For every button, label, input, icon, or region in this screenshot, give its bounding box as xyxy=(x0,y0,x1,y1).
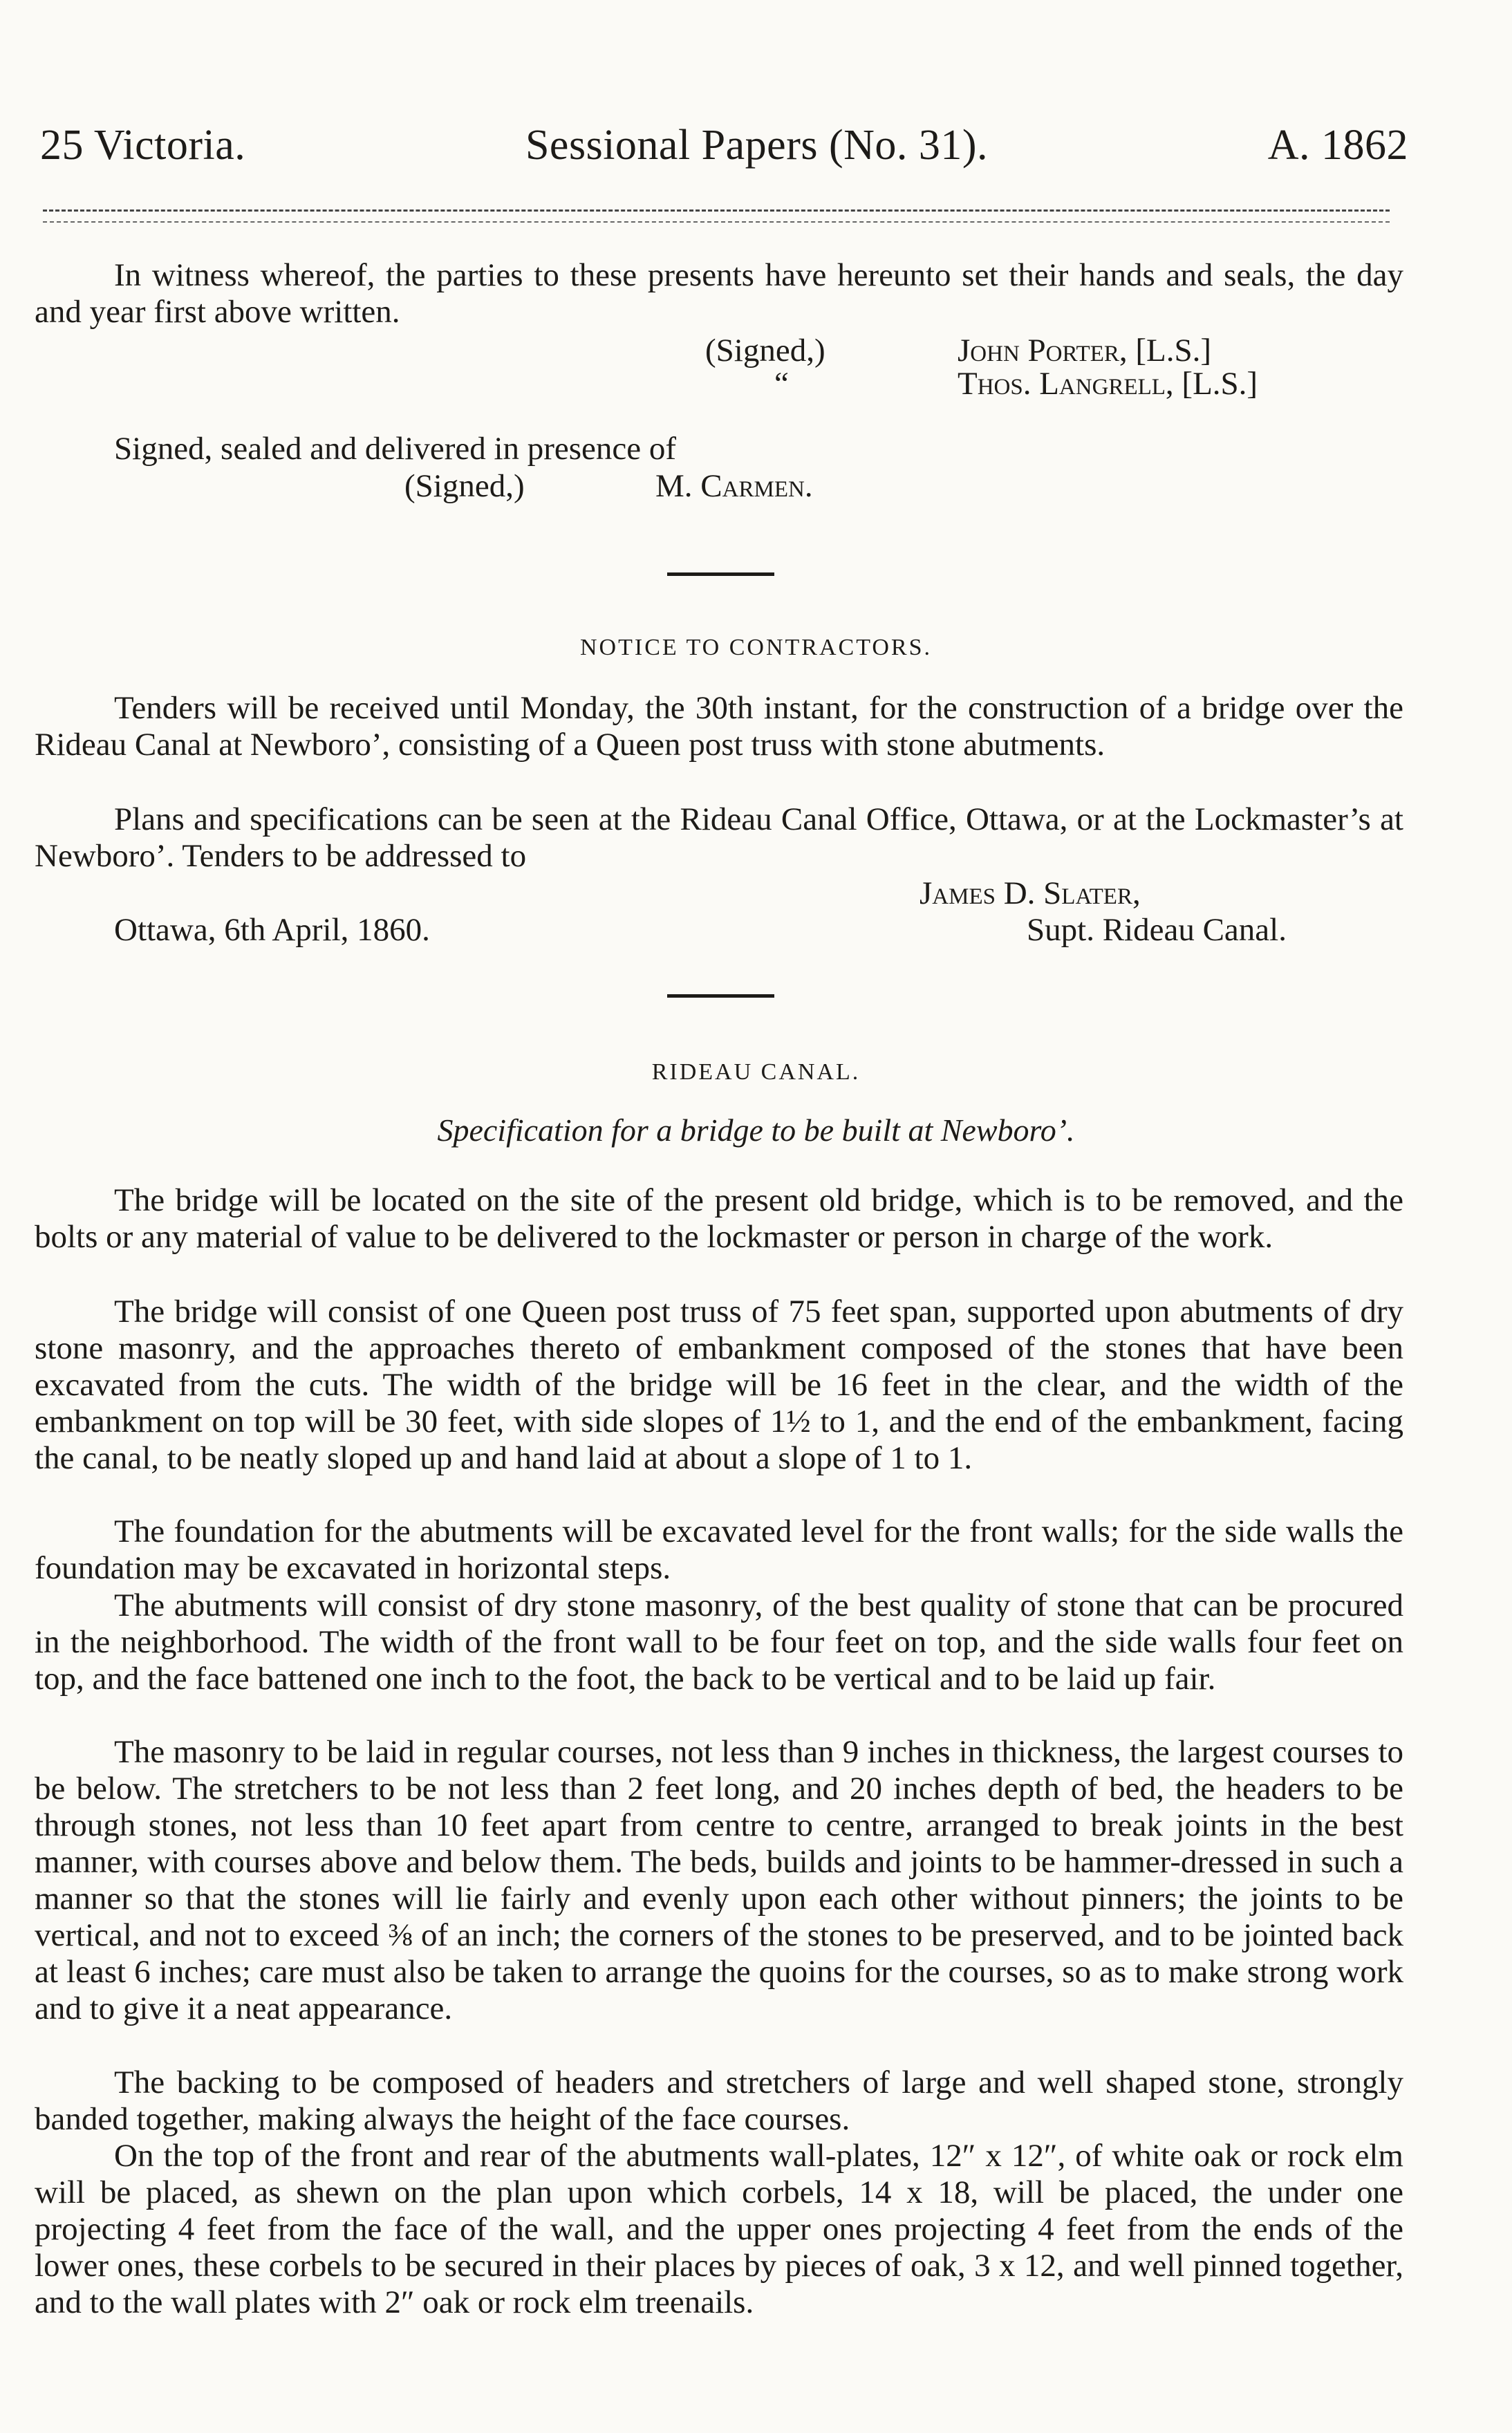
notice-heading: NOTICE TO CONTRACTORS. xyxy=(580,635,932,660)
header-year: A. 1862 xyxy=(1267,122,1408,169)
spec-paragraph: The foundation for the abutments will be excavated level for the front walls; for the side walls the foundation may be excavated in horizontal steps. xyxy=(35,1513,1403,1586)
spec-paragraph: The bridge will be located on the site of the present old bridge, which is to be removed, and the bolts or any material of value to be delivered to the lockmaster or person in charge of the work. xyxy=(35,1182,1403,1255)
witness-paragraph: In witness whereof, the parties to these presents have hereunto set their hands and seals, the day and year first above written. xyxy=(35,257,1403,330)
notice-signer-title: Supt. Rideau Canal. xyxy=(1027,912,1287,948)
signed-label: (Signed,) xyxy=(705,333,825,369)
spec-paragraph: The bridge will consist of one Queen post truss of 75 feet span, supported upon abutments of dry stone masonry, and the approaches thereto of embankment composed of the stones that have been excavated from the cuts. The width of the bridge will be 16 feet in the clear, and the width of the embankment on top will be 30 feet, with side slopes of 1½ to 1, and the end of the embankment, facing the canal, to be neatly sloped up and hand laid at about a slope of 1 to 1. xyxy=(35,1294,1403,1476)
spec-paragraph: The abutments will consist of dry stone masonry, of the best quality of stone that can be procured in the neighborhood. The width of the front wall to be four feet on top, and the side walls four feet on top, and the face battened one inch to the foot, the back to be vertical and to be laid up fair. xyxy=(35,1587,1403,1697)
spec-heading: RIDEAU CANAL. xyxy=(651,1059,861,1085)
notice-date: Ottawa, 6th April, 1860. xyxy=(114,912,430,948)
spec-paragraph: The masonry to be laid in regular courses, not less than 9 inches in thickness, the largest courses to be below. The stretchers to be not less than 2 feet long, and 20 inches depth of bed, the headers to be through stones, not less than 10 feet apart from centre to centre, arranged to break joints in the best manner, with courses above and below them. The beds, builds and joints to be hammer-dressed in such a manner so that the stones will lie fairly and evenly upon each other without pinners; the joints to be vertical, and not to exceed ⅜ of an inch; the corners of the stones to be preserved, and to be jointed back at least 6 inches; care must also be taken to arrange the quoins for the courses, so as to make strong work and to give it a neat appearance. xyxy=(35,1734,1403,2026)
header-session: 25 Victoria. xyxy=(40,122,246,169)
notice-signer-name: James D. Slater, xyxy=(920,875,1141,911)
witness-carmen: M. Carmen. xyxy=(655,468,813,504)
spec-paragraph: The backing to be composed of headers and stretchers of large and well shaped stone, strongly banded together, making always the height of the face courses. xyxy=(35,2064,1403,2137)
ditto-mark: “ xyxy=(774,366,789,402)
spec-paragraph: On the top of the front and rear of the abutments wall-plates, 12″ x 12″, of white oak or rock elm will be placed, as shewn on the plan upon which corbels, 14 x 18, will be placed, the under one projecting 4 feet from the face of the wall, and the upper ones projecting 4 feet from the ends of the lower ones, these corbels to be secured in their places by pieces of oak, 3 x 12, and well pinned together, and to the wall plates with 2″ oak or rock elm treenails. xyxy=(35,2138,1403,2320)
presence-signed-label: (Signed,) xyxy=(404,468,525,504)
signer-porter: John Porter, [L.S.] xyxy=(958,333,1212,369)
presence-text: Signed, sealed and delivered in presence of xyxy=(114,431,677,467)
section-divider xyxy=(667,572,774,576)
notice-paragraph-1: Tenders will be received until Monday, the 30th instant, for the construction of a bridge over the Rideau Canal at Newboro’, consisting of a Queen post truss with stone abutments. xyxy=(35,690,1403,763)
header-rule xyxy=(43,209,1390,223)
page-header xyxy=(40,121,1408,170)
section-divider xyxy=(667,994,774,998)
notice-paragraph-2: Plans and specifications can be seen at the Rideau Canal Office, Ottawa, or at the Lockmaster’s at Newboro’. Tenders to be addressed to xyxy=(35,801,1403,874)
spec-subheading: Specification for a bridge to be built at Newboro’. xyxy=(437,1112,1075,1148)
header-title: Sessional Papers (No. 31). xyxy=(525,122,989,169)
signer-langrell: Thos. Langrell, [L.S.] xyxy=(958,366,1258,402)
